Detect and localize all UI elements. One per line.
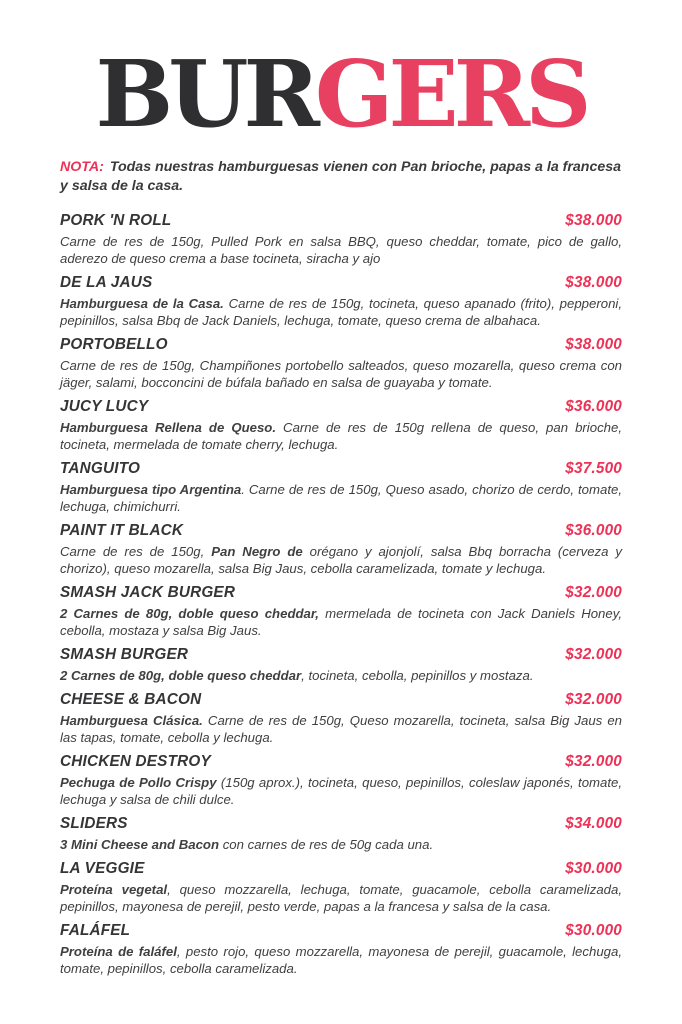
menu-item-desc-bold-segment: Hamburguesa Clásica.: [60, 712, 203, 728]
menu-item-desc-segment: , queso mozzarella, lechuga, tomate, guacamole, cebolla caramelizada, pepinillos, mayonesa de perejil, pesto verde, papas a la francesa y salsa de la casa.: [60, 881, 622, 914]
menu-item-desc-bold-segment: Hamburguesa de la Casa.: [60, 295, 224, 311]
menu-item-name: FALÁFEL: [60, 921, 131, 939]
menu-item-description: [60, 357, 622, 391]
menu-list: [60, 211, 622, 977]
menu-item-desc-bold-segment: 2 Carnes de 80g, doble queso cheddar: [60, 667, 302, 683]
menu-item-desc-bold-segment: 3 Mini Cheese and Bacon: [60, 836, 220, 852]
menu-item-header: [60, 273, 622, 293]
menu-item-description: [60, 543, 622, 577]
menu-item-header: [60, 752, 622, 772]
logo-text-accent: GERS: [314, 40, 587, 148]
menu-item-price: $38.000: [565, 335, 622, 353]
menu-item: [60, 645, 622, 684]
menu-item: [60, 459, 622, 515]
menu-item-desc-segment: Carne de res de 150g, Pulled Pork en salsa BBQ, queso cheddar, tomate, pico de gallo, aderezo de queso crema a base tocineta, siracha y ajo: [60, 233, 622, 266]
menu-item-price: $32.000: [565, 752, 622, 770]
menu-item-desc-bold-segment: 2 Carnes de 80g, doble queso cheddar,: [60, 605, 319, 621]
menu-item-header: [60, 859, 622, 879]
menu-item-name: SLIDERS: [60, 814, 128, 832]
menu-item-name: SMASH JACK BURGER: [60, 583, 236, 601]
menu-item-desc-segment: Carne de res de 150g, tocineta, queso apanado (frito), pepperoni, pepinillos, salsa Bbq de Jack Daniels, lechuga, tomate, queso crema de albahaca.: [60, 295, 623, 328]
menu-item-header: [60, 459, 622, 479]
menu-item-description: [60, 667, 622, 684]
menu-item-header: [60, 521, 622, 541]
menu-item-desc-segment: (150g aprox.), tocineta, queso, pepinillos, coleslaw japonés, tomate, lechuga y salsa de chili dulce.: [60, 774, 623, 807]
menu-item-header: [60, 690, 622, 710]
menu-item: [60, 273, 622, 329]
menu-item-desc-segment: con carnes de res de 50g cada una.: [219, 836, 434, 852]
menu-item-description: [60, 419, 622, 453]
menu-item: [60, 859, 622, 915]
menu-item-header: [60, 583, 622, 603]
menu-item-desc-bold-segment: Hamburguesa Rellena de Queso.: [60, 419, 277, 435]
menu-item-name: JUCY LUCY: [60, 397, 149, 415]
menu-item-desc-segment: , tocineta, cebolla, pepinillos y mostaza.: [301, 667, 534, 683]
menu-note: [60, 158, 622, 196]
menu-item: [60, 690, 622, 746]
menu-item-description: [60, 881, 622, 915]
menu-item-description: [60, 836, 622, 853]
menu-item-name: DE LA JAUS: [60, 273, 153, 291]
page-title: [60, 40, 622, 148]
menu-item-price: $32.000: [565, 583, 622, 601]
menu-item-desc-bold-segment: Proteína de faláfel: [60, 943, 177, 959]
menu-note-text: Todas nuestras hamburguesas vienen con Pan brioche, papas a la francesa y salsa de la casa.: [60, 158, 622, 194]
menu-item-name: CHICKEN DESTROY: [60, 752, 211, 770]
menu-item-header: [60, 645, 622, 665]
menu-item-desc-segment: Carne de res de 150g rellena de queso, pan brioche, tocineta, mermelada de tomate cherry, lechuga.: [60, 419, 622, 452]
menu-item-price: $34.000: [565, 814, 622, 832]
menu-item-desc-segment: Carne de res de 150g, Queso mozarella, tocineta, salsa Big Jaus en las tapas, tomate, cebolla y lechuga.: [60, 712, 622, 745]
menu-item-price: $36.000: [565, 397, 622, 415]
menu-item-description: [60, 605, 622, 639]
menu-item-desc-segment: , pesto rojo, queso mozzarella, mayonesa de perejil, guacamole, lechuga, tomate, pepinillos, cebolla caramelizada.: [60, 943, 622, 976]
menu-item: [60, 583, 622, 639]
menu-item-desc-segment: Carne de res de 150g,: [60, 543, 212, 559]
menu-item-price: $32.000: [565, 690, 622, 708]
menu-item: [60, 335, 622, 391]
menu-item-name: PORK 'N ROLL: [60, 211, 172, 229]
menu-item-price: $30.000: [565, 859, 622, 877]
menu-item-header: [60, 335, 622, 355]
menu-item-header: [60, 921, 622, 941]
menu-item-name: TANGUITO: [60, 459, 141, 477]
menu-note-label: NOTA:: [60, 158, 104, 175]
menu-item-price: $36.000: [565, 521, 622, 539]
menu-item-price: $38.000: [565, 211, 622, 229]
menu-item-description: [60, 295, 622, 329]
logo-text-dark: BUR: [95, 40, 315, 148]
menu-item-name: PAINT IT BLACK: [60, 521, 184, 539]
menu-item-desc-bold-segment: Proteína vegetal: [60, 881, 168, 897]
menu-item-name: PORTOBELLO: [60, 335, 168, 353]
menu-item-desc-bold-segment: Pechuga de Pollo Crispy: [60, 774, 217, 790]
menu-item: [60, 521, 622, 577]
menu-item-price: $30.000: [565, 921, 622, 939]
menu-item-desc-bold-segment: Hamburguesa tipo Argentina: [60, 481, 242, 497]
menu-item-name: LA VEGGIE: [60, 859, 145, 877]
menu-item-description: [60, 943, 622, 977]
menu-item: [60, 397, 622, 453]
menu-item-description: [60, 774, 622, 808]
menu-item-desc-segment: mermelada de tocineta con Jack Daniels Honey, cebolla, mostaza y salsa Big Jaus.: [60, 605, 622, 638]
menu-item-price: $32.000: [565, 645, 622, 663]
menu-item-description: [60, 712, 622, 746]
menu-item-header: [60, 397, 622, 417]
menu-item-description: [60, 233, 622, 267]
menu-item-name: SMASH BURGER: [60, 645, 189, 663]
menu-item-desc-bold-segment: Pan Negro de: [211, 543, 303, 559]
menu-item-price: $37.500: [565, 459, 622, 477]
menu-item-desc-segment: orégano y ajonjolí, salsa Bbq borracha (cerveza y chorizo), queso mozarella, salsa Big Jaus, cebolla caramelizada, tomate y lechuga.: [60, 543, 622, 576]
menu-item-header: [60, 814, 622, 834]
menu-item: [60, 921, 622, 977]
menu-item-desc-segment: . Carne de res de 150g, Queso asado, chorizo de cerdo, tomate, lechuga, chimichurri.: [60, 481, 622, 514]
menu-item: [60, 752, 622, 808]
menu-item: [60, 211, 622, 267]
menu-item-desc-segment: Carne de res de 150g, Champiñones portobello salteados, queso mozarella, queso crema con jäger, salami, bocconcini de búfala bañado en salsa de guayaba y tomate.: [60, 357, 622, 390]
menu-item: [60, 814, 622, 853]
menu-item-name: CHEESE & BACON: [60, 690, 202, 708]
menu-item-header: [60, 211, 622, 231]
menu-item-description: [60, 481, 622, 515]
menu-item-price: $38.000: [565, 273, 622, 291]
